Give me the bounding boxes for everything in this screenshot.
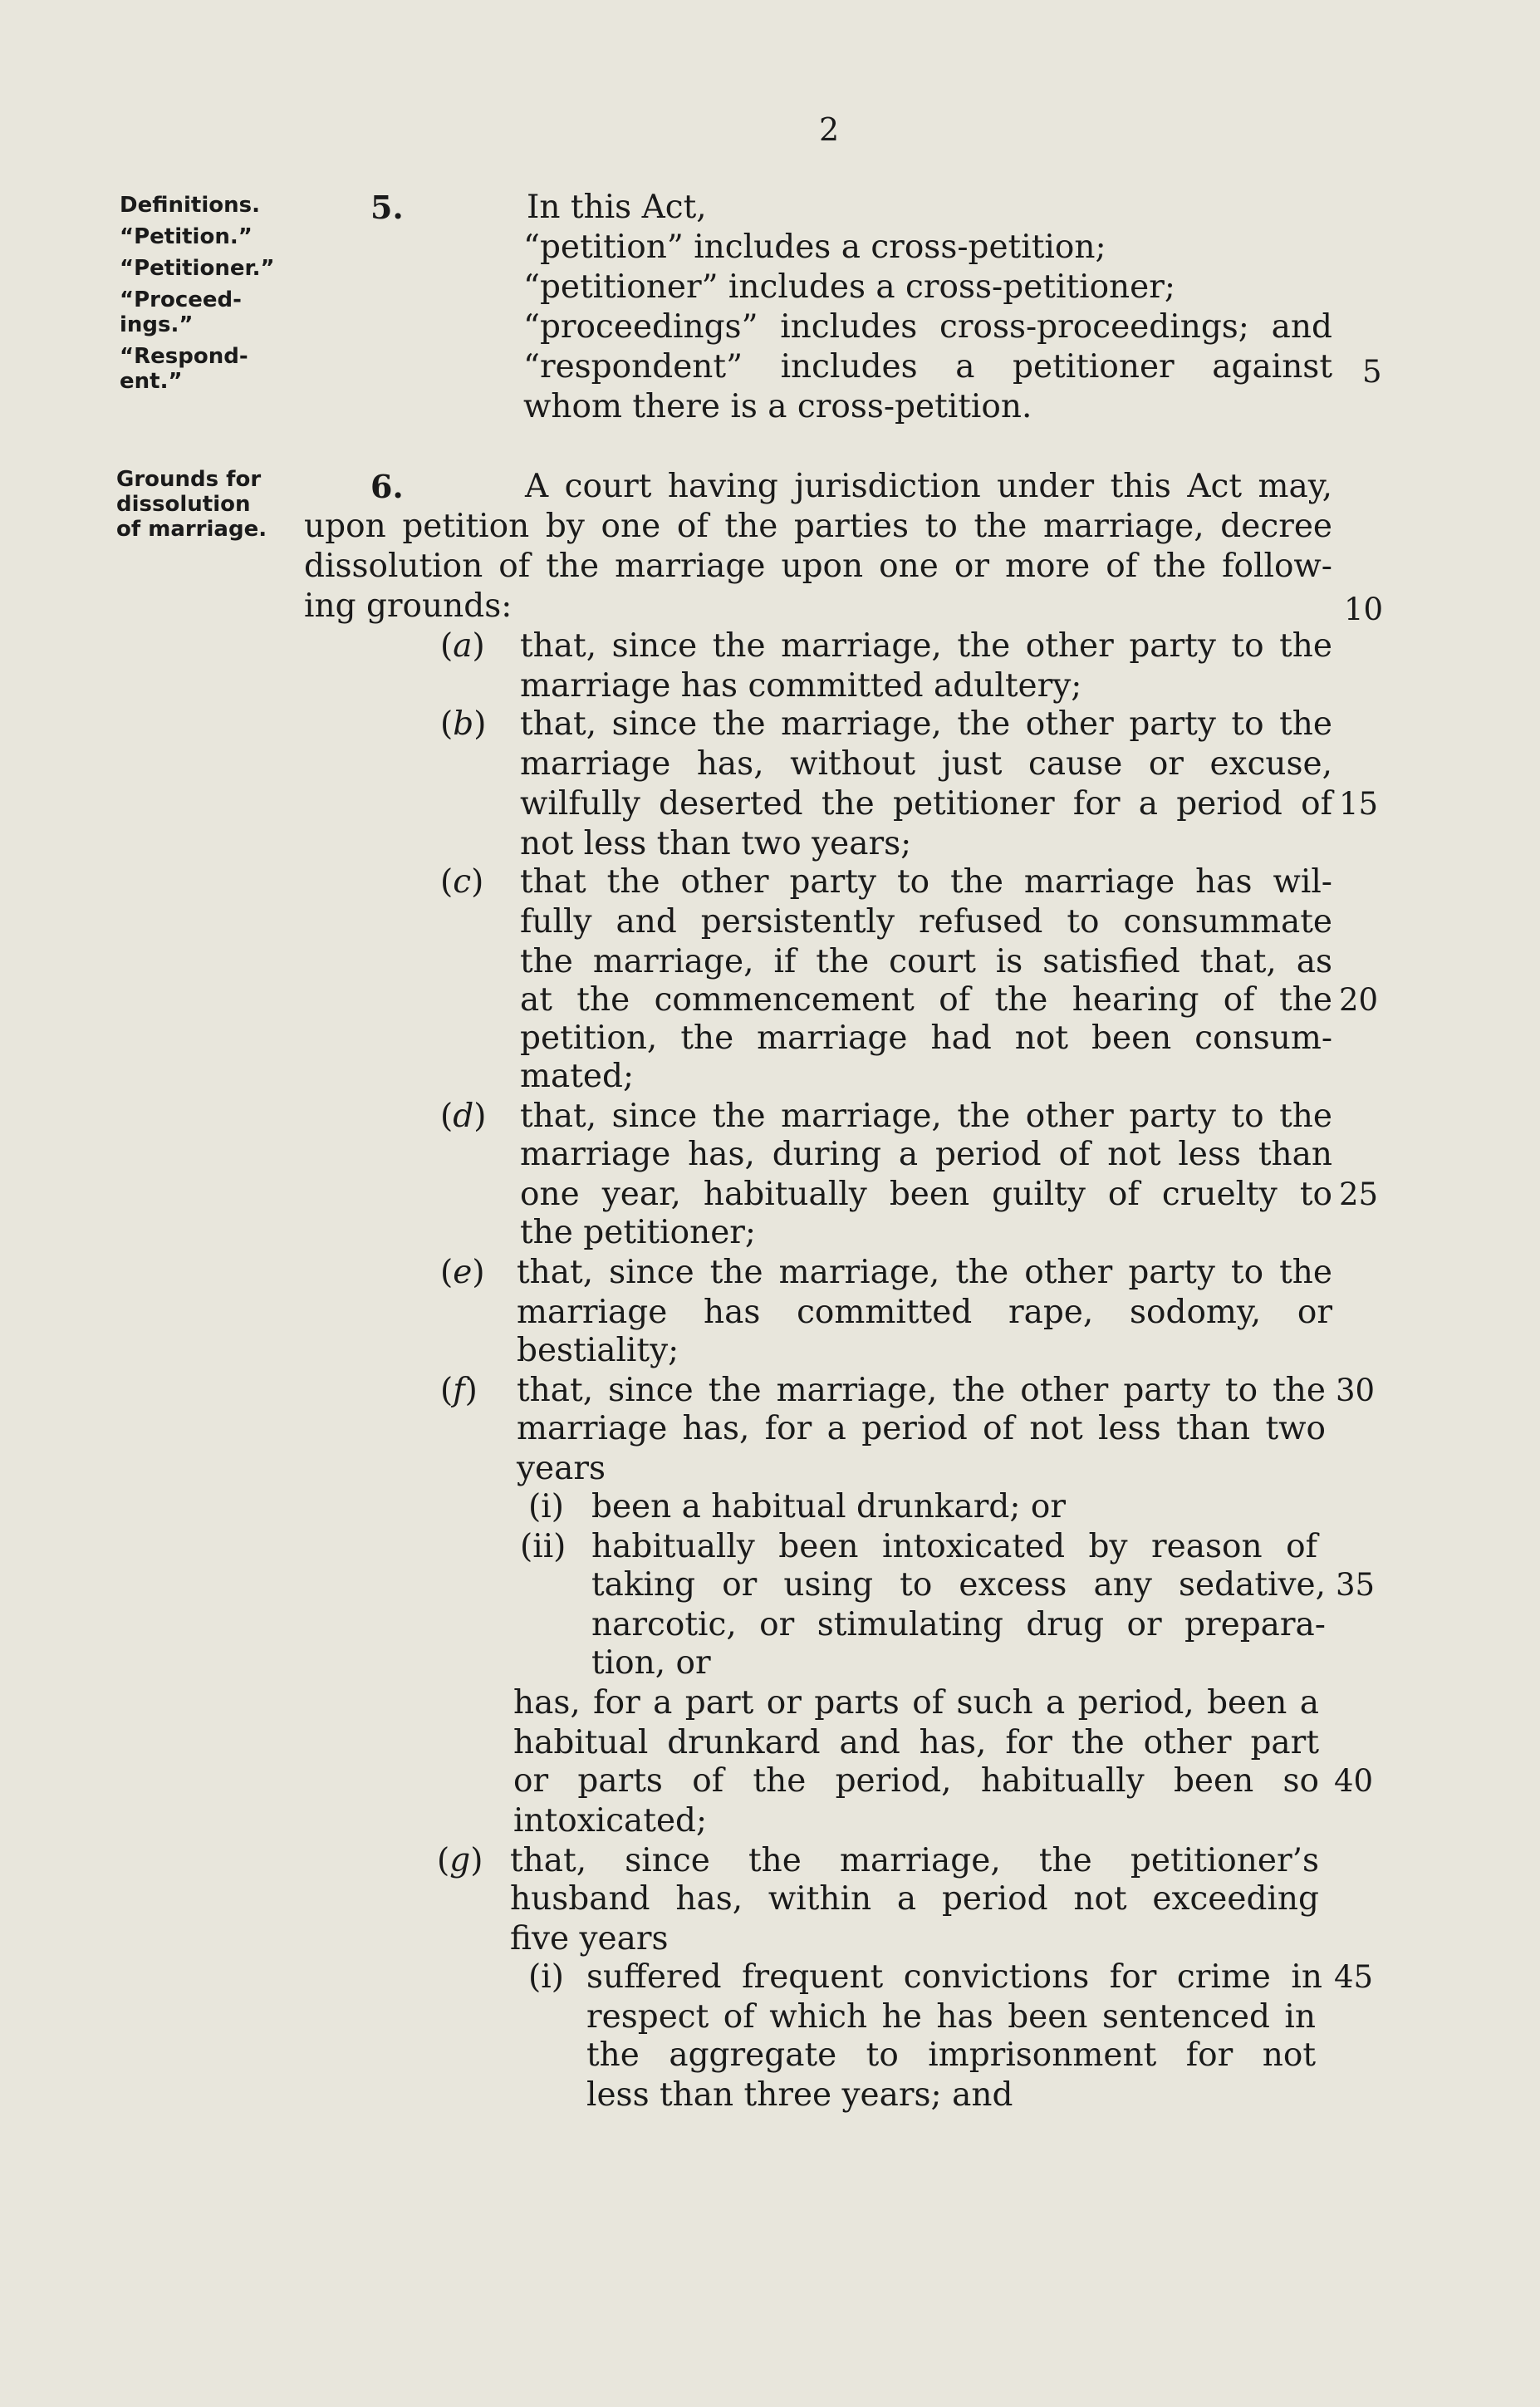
section6-intro-line: upon petition by one of the parties to the marriage, decree (304, 508, 1332, 545)
paragraph-g-line: husband has, within a period not exceeding (510, 1880, 1319, 1918)
side-note-definitions: Definitions. (120, 193, 260, 218)
paragraph-label-b: (b) (440, 705, 487, 743)
paragraph-d-line: one year, habitually been guilty of cruelty to (520, 1176, 1332, 1213)
section6-intro-line: ing grounds: (304, 587, 513, 625)
line-number: 15 (1339, 786, 1379, 822)
section5-line: “petition” includes a cross-petition; (523, 228, 1106, 266)
line-number: 45 (1334, 1959, 1374, 1995)
subparagraph-f-ii-line: habitually been intoxicated by reason of (591, 1528, 1317, 1565)
line-number: 20 (1339, 982, 1379, 1018)
subparagraph-g-i-line: the aggregate to imprisonment for not (586, 2036, 1316, 2074)
line-number: 10 (1344, 592, 1384, 627)
paragraph-d-line: that, since the marriage, the other party to the (520, 1098, 1332, 1135)
line-number: 25 (1339, 1176, 1379, 1212)
paragraph-b-line: marriage has, without just cause or excuse, (520, 745, 1332, 783)
page-number: 2 (819, 111, 840, 148)
section5-line: “proceedings” includes cross-proceedings; and (523, 308, 1332, 346)
line-number: 35 (1336, 1567, 1376, 1603)
subparagraph-f-ii-line: taking or using to excess any sedative, (591, 1566, 1326, 1604)
paragraph-f-tail-line: or parts of the period, habitually been so (513, 1762, 1319, 1800)
side-note-respondent: “Respond- (120, 344, 248, 369)
section-number-6: 6. (370, 468, 404, 505)
paragraph-c-line: fully and persistently refused to consummate (520, 903, 1332, 941)
paragraph-b-line: wilfully deserted the petitioner for a period of (520, 785, 1332, 823)
paragraph-f-line: years (517, 1450, 606, 1487)
paragraph-f-line: that, since the marriage, the other party to the (517, 1372, 1326, 1409)
paragraph-f-line: marriage has, for a period of not less than two (517, 1410, 1326, 1447)
section5-line: whom there is a cross-petition. (523, 388, 1032, 425)
subparagraph-g-i-line: respect of which he has been sentenced in (586, 1998, 1316, 2036)
section-number-5: 5. (370, 189, 404, 226)
paragraph-d-line: marriage has, during a period of not less than (520, 1136, 1332, 1173)
paragraph-label-g: (g) (437, 1842, 483, 1879)
section5-line: In this Act, (527, 189, 707, 226)
line-number: 40 (1334, 1763, 1374, 1799)
paragraph-g-line: five years (510, 1920, 669, 1958)
paragraph-c-line: the marriage, if the court is satisfied that, as (520, 943, 1332, 980)
side-note-grounds: Grounds for (116, 467, 262, 492)
paragraph-g-line: that, since the marriage, the petitioner’s (510, 1842, 1319, 1879)
paragraph-d-line: the petitioner; (520, 1214, 757, 1251)
subparagraph-label: (i) (528, 1958, 564, 1996)
paragraph-e-line: bestiality; (517, 1332, 679, 1369)
side-note-petitioner: “Petitioner.” (120, 256, 275, 281)
subparagraph-g-i-line: less than three years; and (586, 2076, 1013, 2114)
section6-intro-line: A court having jurisdiction under this Act may, (525, 468, 1332, 505)
paragraph-e-line: marriage has committed rape, sodomy, or (517, 1294, 1332, 1331)
subparagraph-f-ii-line: narcotic, or stimulating drug or prepara- (591, 1606, 1326, 1643)
paragraph-f-tail-line: habitual drunkard and has, for the other part (513, 1724, 1319, 1761)
subparagraph-f-i-line: been a habitual drunkard; or (591, 1488, 1067, 1525)
subparagraph-f-ii-line: tion, or (591, 1644, 711, 1682)
paragraph-c-line: that the other party to the marriage has wil- (520, 863, 1332, 901)
section5-line: “petitioner” includes a cross-petitioner; (523, 268, 1176, 306)
subparagraph-label: (i) (528, 1488, 564, 1525)
paragraph-c-line: at the commencement of the hearing of the (520, 981, 1332, 1019)
section5-line: “respondent” includes a petitioner against (523, 348, 1332, 386)
side-note-proceedings: “Proceed- (120, 287, 242, 312)
paragraph-c-line: mated; (520, 1058, 635, 1095)
paragraph-label-d: (d) (440, 1098, 487, 1135)
line-number: 30 (1336, 1373, 1376, 1408)
paragraph-label-a: (a) (440, 627, 485, 665)
paragraph-f-tail-line: intoxicated; (513, 1802, 708, 1840)
side-note-of-marriage: of marriage. (116, 517, 267, 542)
subparagraph-label: (ii) (520, 1528, 566, 1565)
paragraph-a-line: that, since the marriage, the other party to the (520, 627, 1332, 665)
paragraph-a-line: marriage has committed adultery; (520, 667, 1082, 705)
side-note-respondent-cont: ent.” (120, 369, 183, 394)
paragraph-e-line: that, since the marriage, the other party to the (517, 1254, 1332, 1291)
line-number: 5 (1362, 354, 1382, 390)
paragraph-b-line: that, since the marriage, the other party to the (520, 705, 1332, 743)
paragraph-f-tail-line: has, for a part or parts of such a period, been a (513, 1684, 1319, 1722)
paragraph-b-line: not less than two years; (520, 825, 912, 862)
side-note-proceedings-cont: ings.” (120, 312, 194, 337)
paragraph-label-f: (f) (440, 1372, 478, 1409)
paragraph-label-e: (e) (440, 1254, 485, 1291)
side-note-dissolution: dissolution (116, 492, 251, 517)
side-note-petition: “Petition.” (120, 224, 253, 249)
subparagraph-g-i-line: suffered frequent convictions for crime in (586, 1958, 1322, 1996)
paragraph-c-line: petition, the marriage had not been consum- (520, 1019, 1332, 1057)
section6-intro-line: dissolution of the marriage upon one or more of the follow- (304, 548, 1332, 585)
paragraph-label-c: (c) (440, 863, 484, 901)
